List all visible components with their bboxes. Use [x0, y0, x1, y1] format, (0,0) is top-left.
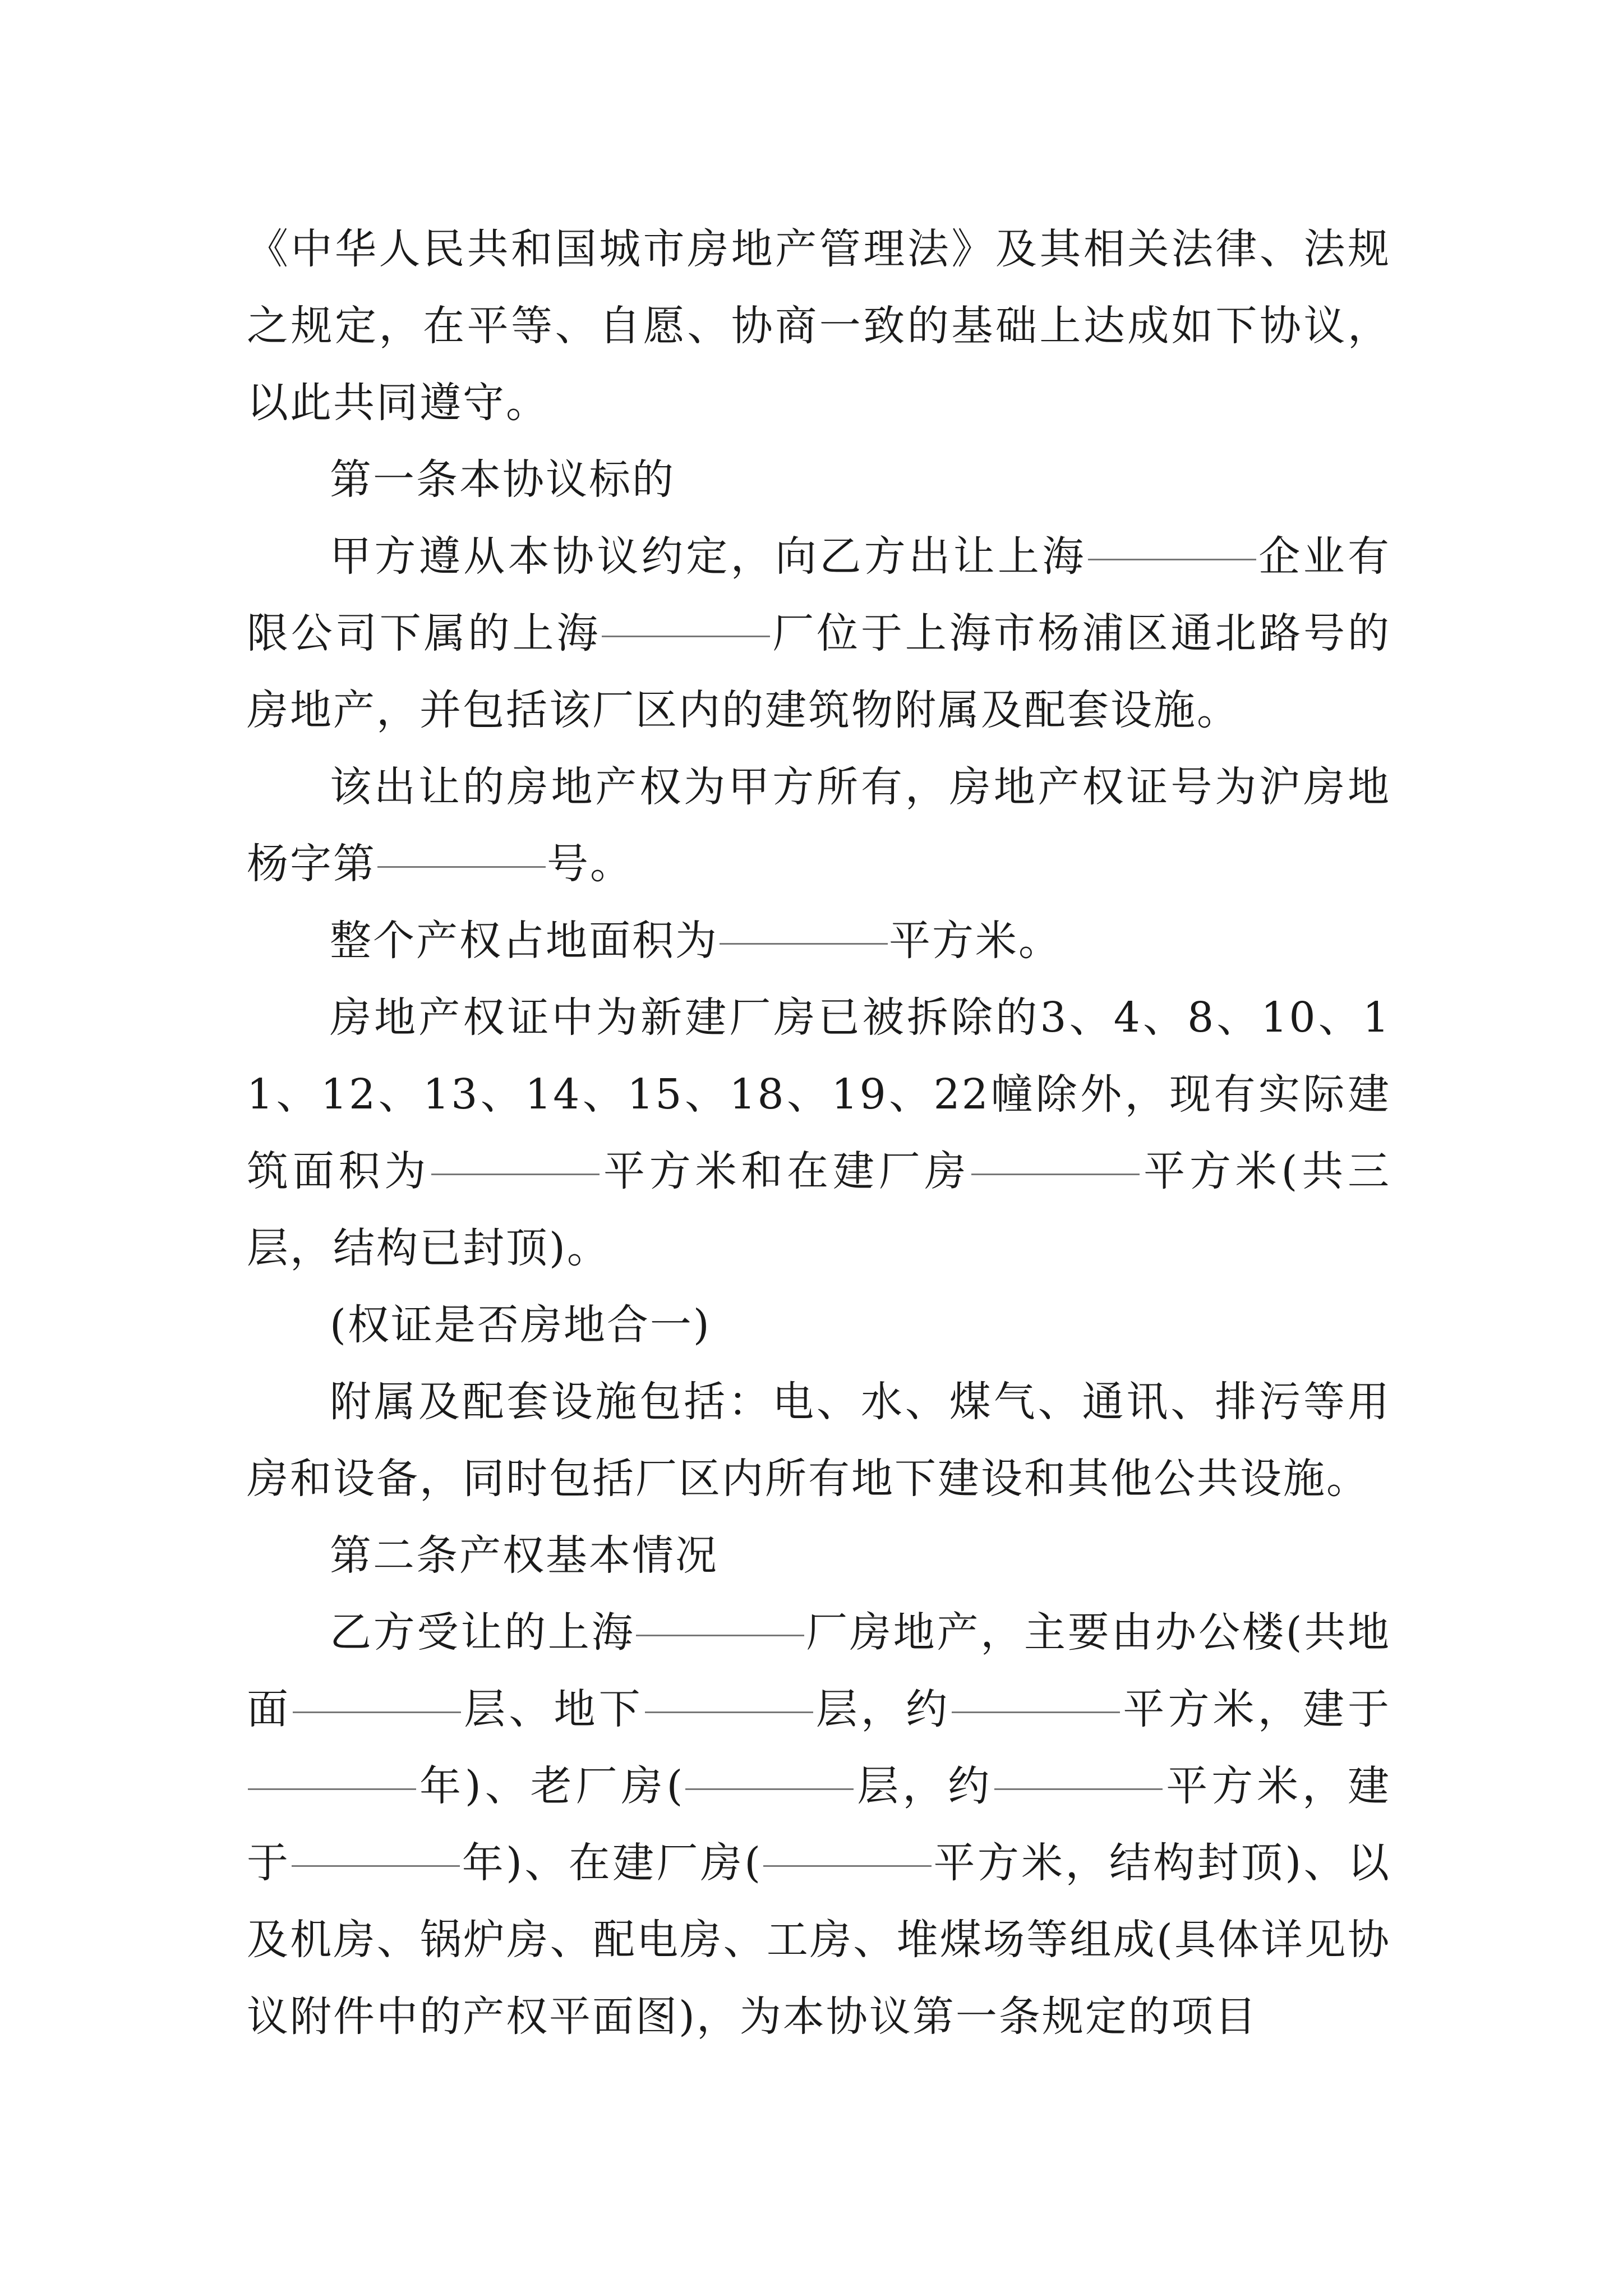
paragraph-text: 该出让的房地产权为甲方所有，房地产权证号为沪房地杨字第	[247, 763, 1391, 888]
fill-in-blank	[994, 1788, 1163, 1790]
fill-in-blank	[248, 1788, 416, 1790]
paragraph-text: 平方米。	[889, 917, 1062, 965]
paragraph	[247, 211, 1391, 441]
paragraph-text: 平方米，建于	[1121, 1685, 1391, 1733]
paragraph-text: 整个产权占地面积为	[330, 917, 718, 965]
fill-in-blank	[293, 1711, 461, 1713]
paragraph	[247, 1287, 1391, 1364]
paragraph	[247, 1594, 1391, 2055]
paragraph-text: 层，约	[814, 1685, 951, 1733]
document-body	[247, 211, 1391, 2055]
paragraph-text: 号。	[547, 840, 633, 888]
fill-in-blank	[292, 1865, 460, 1867]
paragraph-text: 平方米(共三层，结构已封顶)。	[247, 1147, 1391, 1272]
paragraph-text: 附属及配套设施包括：电、水、煤气、通讯、排污等用房和设备，同时包括厂区内所有地下建设和其他公共设施。	[247, 1378, 1391, 1503]
paragraph-text: 层，约	[855, 1762, 994, 1810]
paragraph	[247, 518, 1391, 749]
paragraph-text: 企业有限公司下属的上海	[247, 532, 1391, 657]
paragraph-text: 平方米，结构封顶)、以及机房、锅炉房、配电房、工房、堆煤场等组成(具体详见协议附件中的产权平面图)，为本协议第一条规定的项目	[247, 1839, 1391, 2041]
paragraph	[247, 1517, 1391, 1594]
fill-in-blank	[763, 1865, 932, 1867]
fill-in-blank	[602, 635, 770, 637]
paragraph-text: 年)、在建厂房(	[461, 1839, 763, 1887]
paragraph-text: 平方米和在建厂房	[601, 1147, 971, 1195]
fill-in-blank	[720, 942, 888, 945]
fill-in-blank	[952, 1711, 1120, 1713]
paragraph-text: 平方米，建于	[247, 1762, 1391, 1887]
paragraph	[247, 903, 1391, 979]
paragraph-text: 第一条本协议标的	[330, 455, 675, 504]
fill-in-blank	[645, 1711, 813, 1713]
paragraph	[247, 979, 1391, 1287]
paragraph-text: 房地产权证中为新建厂房已被拆除的3、4、8、10、11、12、13、14、15、18、19、22幢除外，现有实际建筑面积为	[247, 993, 1391, 1195]
paragraph-text: 《中华人民共和国城市房地产管理法》及其相关法律、法规之规定，在平等、自愿、协商一致的基础上达成如下协议，以此共同遵守。	[247, 225, 1391, 427]
paragraph-text: 年)、老厂房(	[417, 1762, 685, 1810]
paragraph	[247, 441, 1391, 518]
paragraph-text: 乙方受让的上海	[330, 1608, 635, 1657]
paragraph-text: 甲方遵从本协议约定，向乙方出让上海	[330, 532, 1087, 581]
paragraph	[247, 1364, 1391, 1517]
fill-in-blank	[1088, 558, 1256, 560]
paragraph-text: 厂位于上海市杨浦区通北路号的房地产，并包括该厂区内的建筑物附属及配套设施。	[247, 609, 1391, 734]
paragraph-text: 第二条产权基本情况	[330, 1531, 718, 1580]
paragraph	[247, 749, 1391, 903]
paragraph-text: 厂房地产，主要由办公楼(共地面	[247, 1608, 1391, 1733]
paragraph-text: (权证是否房地合一)	[330, 1301, 711, 1349]
fill-in-blank	[971, 1173, 1140, 1175]
paragraph-text: 层、地下	[462, 1685, 644, 1733]
fill-in-blank	[431, 1173, 600, 1175]
fill-in-blank	[685, 1788, 854, 1790]
fill-in-blank	[377, 866, 546, 868]
fill-in-blank	[636, 1634, 804, 1636]
